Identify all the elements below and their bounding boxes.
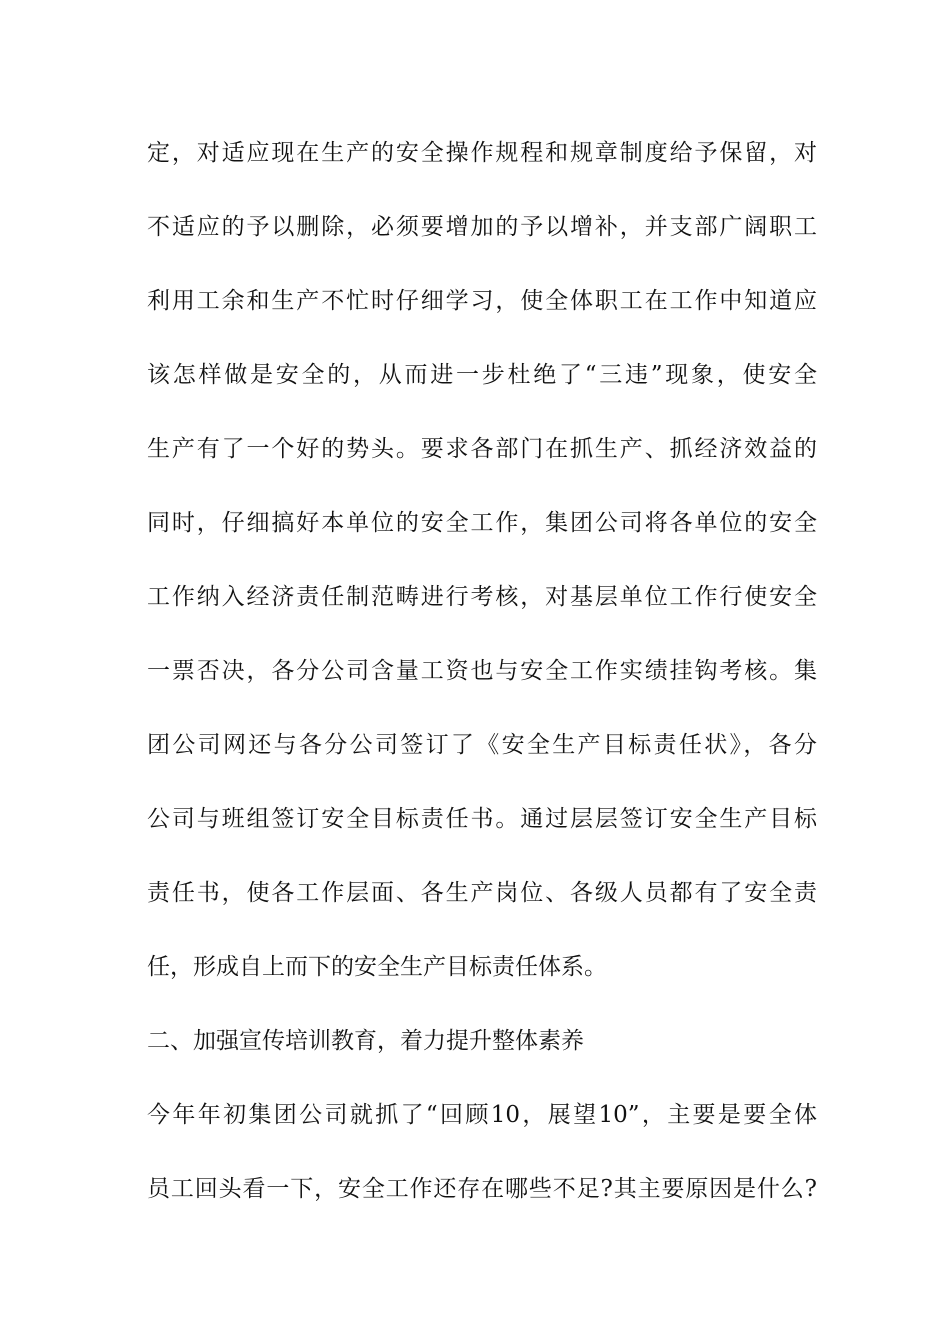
paragraph-line: 今年年初集团公司就抓了“回顾10，展望10”，主要是要全体	[147, 1102, 817, 1128]
paragraph-line: 该怎样做是安全的，从而进一步杜绝了“三违”现象，使安全	[147, 362, 817, 388]
paragraph-line: 任，形成自上而下的安全生产目标责任体系。	[147, 954, 607, 980]
paragraph-line: 利用工余和生产不忙时仔细学习，使全体职工在工作中知道应	[147, 288, 817, 314]
paragraph-line: 员工回头看一下，安全工作还存在哪些不足?其主要原因是什么?	[147, 1176, 817, 1202]
paragraph-line: 定，对适应现在生产的安全操作规程和规章制度给予保留，对	[147, 140, 817, 166]
paragraph-line: 同时，仔细搞好本单位的安全工作，集团公司将各单位的安全	[147, 510, 817, 536]
paragraph-line: 公司与班组签订安全目标责任书。通过层层签订安全生产目标	[147, 806, 817, 832]
paragraph-line: 不适应的予以删除，必须要增加的予以增补，并支部广阔职工	[147, 214, 817, 240]
paragraph-line: 一票否决，各分公司含量工资也与安全工作实绩挂钩考核。集	[147, 658, 817, 684]
section-heading: 二、加强宣传培训教育，着力提升整体素养	[147, 1028, 584, 1054]
paragraph-line: 责任书，使各工作层面、各生产岗位、各级人员都有了安全责	[147, 880, 817, 906]
paragraph-line: 工作纳入经济责任制范畴进行考核，对基层单位工作行使安全	[147, 584, 817, 610]
paragraph-line: 生产有了一个好的势头。要求各部门在抓生产、抓经济效益的	[147, 436, 817, 462]
paragraph-line: 团公司网还与各分公司签订了《安全生产目标责任状》，各分	[147, 732, 817, 758]
